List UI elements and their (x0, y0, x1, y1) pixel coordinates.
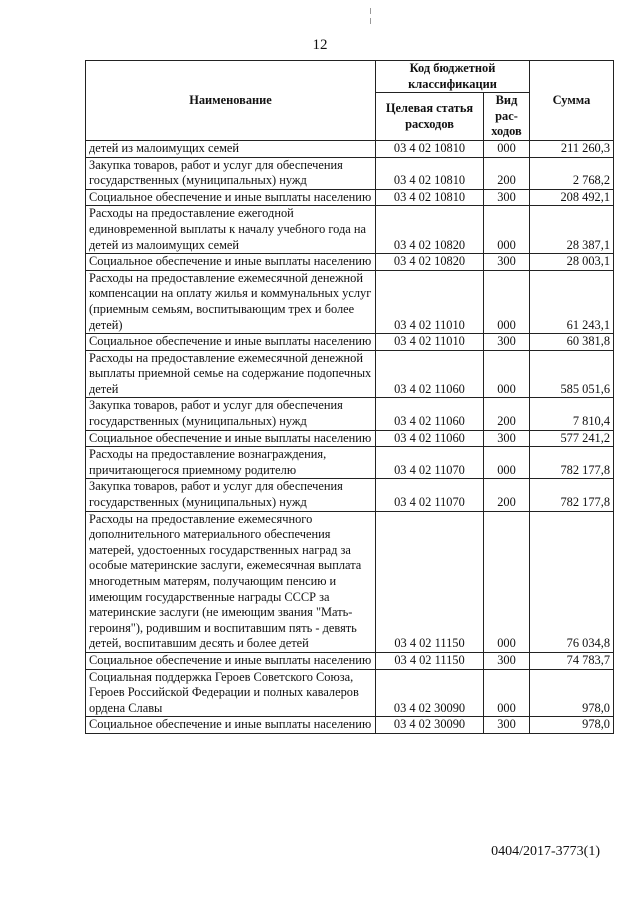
row-expense-kind: 300 (484, 189, 530, 206)
table-row (86, 140, 614, 157)
row-expense-kind: 200 (484, 479, 530, 511)
row-expense-kind: 000 (484, 669, 530, 717)
header-row (86, 61, 614, 93)
row-expense-kind: 000 (484, 270, 530, 333)
header-sum: Сумма (530, 61, 614, 141)
row-expense-kind: 300 (484, 717, 530, 734)
row-name: детей из малоимущих семей (86, 140, 376, 157)
row-target-article: 03 4 02 11070 (376, 479, 484, 511)
row-sum: 76 034,8 (530, 511, 614, 652)
header-name: Наименование (86, 61, 376, 141)
row-target-article: 03 4 02 11150 (376, 652, 484, 669)
row-sum: 978,0 (530, 669, 614, 717)
table-row (86, 254, 614, 271)
row-name: Закупка товаров, работ и услуг для обеспечения государственных (муниципальных) нужд (86, 479, 376, 511)
row-name: Расходы на предоставление ежемесячной денежной выплаты приемной семье на содержание подопечных детей (86, 350, 376, 398)
row-name: Расходы на предоставление ежемесячного дополнительного материального обеспечения матерей, удостоенных государственных наград за особые материнские заслуги, ежемесячная выплата многодетным матерям, получающим пенсию и имеющим государственные награды СССР за материнские заслуги (не имеющим звания "Мать-героиня"), родившим и воспитавшим пять - девять детей, воспитавшим десять и более детей (86, 511, 376, 652)
row-target-article: 03 4 02 11060 (376, 430, 484, 447)
row-name: Социальное обеспечение и иные выплаты населению (86, 652, 376, 669)
table-row (86, 717, 614, 734)
row-target-article: 03 4 02 11060 (376, 350, 484, 398)
row-sum: 585 051,6 (530, 350, 614, 398)
row-name: Социальное обеспечение и иные выплаты населению (86, 430, 376, 447)
row-expense-kind: 300 (484, 430, 530, 447)
table-row (86, 447, 614, 479)
row-target-article: 03 4 02 11070 (376, 447, 484, 479)
row-target-article: 03 4 02 30090 (376, 669, 484, 717)
row-sum: 2 768,2 (530, 157, 614, 189)
row-name: Закупка товаров, работ и услуг для обеспечения государственных (муниципальных) нужд (86, 398, 376, 430)
row-expense-kind: 300 (484, 334, 530, 351)
row-name: Социальное обеспечение и иные выплаты населению (86, 254, 376, 271)
table-row (86, 334, 614, 351)
table-row (86, 652, 614, 669)
row-sum: 74 783,7 (530, 652, 614, 669)
row-name: Расходы на предоставление ежегодной единовременной выплаты к началу учебного года на детей из малоимущих семей (86, 206, 376, 254)
table-row (86, 398, 614, 430)
row-sum: 61 243,1 (530, 270, 614, 333)
row-sum: 28 003,1 (530, 254, 614, 271)
header-expense-kind: Вид рас- ходов (484, 93, 530, 141)
row-name: Социальная поддержка Героев Советского Союза, Героев Российской Федерации и полных кавалеров ордена Славы (86, 669, 376, 717)
row-name: Социальное обеспечение и иные выплаты населению (86, 334, 376, 351)
row-sum: 782 177,8 (530, 479, 614, 511)
scan-mark (370, 18, 371, 24)
row-sum: 208 492,1 (530, 189, 614, 206)
row-expense-kind: 000 (484, 206, 530, 254)
table-row (86, 350, 614, 398)
row-sum: 782 177,8 (530, 447, 614, 479)
table-body (86, 140, 614, 733)
row-target-article: 03 4 02 11010 (376, 270, 484, 333)
row-name: Закупка товаров, работ и услуг для обеспечения государственных (муниципальных) нужд (86, 157, 376, 189)
table-row (86, 669, 614, 717)
row-sum: 28 387,1 (530, 206, 614, 254)
row-target-article: 03 4 02 10810 (376, 157, 484, 189)
row-name: Расходы на предоставление ежемесячной денежной компенсации на оплату жилья и коммунальных услуг (приемным семьям, воспитывающим трех и более детей) (86, 270, 376, 333)
row-expense-kind: 000 (484, 350, 530, 398)
page-number: 12 (312, 37, 328, 53)
row-name: Социальное обеспечение и иные выплаты населению (86, 717, 376, 734)
document-number: 0404/2017-3773(1) (491, 844, 600, 859)
row-target-article: 03 4 02 11150 (376, 511, 484, 652)
table-row (86, 189, 614, 206)
row-target-article: 03 4 02 10820 (376, 206, 484, 254)
header-target-article: Целевая статья расходов (376, 93, 484, 141)
row-expense-kind: 000 (484, 140, 530, 157)
row-expense-kind: 000 (484, 447, 530, 479)
row-sum: 60 381,8 (530, 334, 614, 351)
table-row (86, 430, 614, 447)
row-target-article: 03 4 02 10810 (376, 140, 484, 157)
row-expense-kind: 200 (484, 398, 530, 430)
row-sum: 577 241,2 (530, 430, 614, 447)
row-expense-kind: 200 (484, 157, 530, 189)
row-target-article: 03 4 02 10820 (376, 254, 484, 271)
row-target-article: 03 4 02 30090 (376, 717, 484, 734)
row-name: Социальное обеспечение и иные выплаты населению (86, 189, 376, 206)
row-expense-kind: 300 (484, 652, 530, 669)
row-expense-kind: 300 (484, 254, 530, 271)
row-target-article: 03 4 02 11060 (376, 398, 484, 430)
table-row (86, 206, 614, 254)
row-target-article: 03 4 02 11010 (376, 334, 484, 351)
row-expense-kind: 000 (484, 511, 530, 652)
scan-mark (370, 8, 371, 14)
row-target-article: 03 4 02 10810 (376, 189, 484, 206)
header-code-group: Код бюджетной классификации (376, 61, 530, 93)
table-row (86, 270, 614, 333)
table-row (86, 511, 614, 652)
table-row (86, 479, 614, 511)
row-name: Расходы на предоставление вознаграждения, причитающегося приемному родителю (86, 447, 376, 479)
budget-table (85, 60, 614, 734)
row-sum: 7 810,4 (530, 398, 614, 430)
table-row (86, 157, 614, 189)
row-sum: 211 260,3 (530, 140, 614, 157)
row-sum: 978,0 (530, 717, 614, 734)
